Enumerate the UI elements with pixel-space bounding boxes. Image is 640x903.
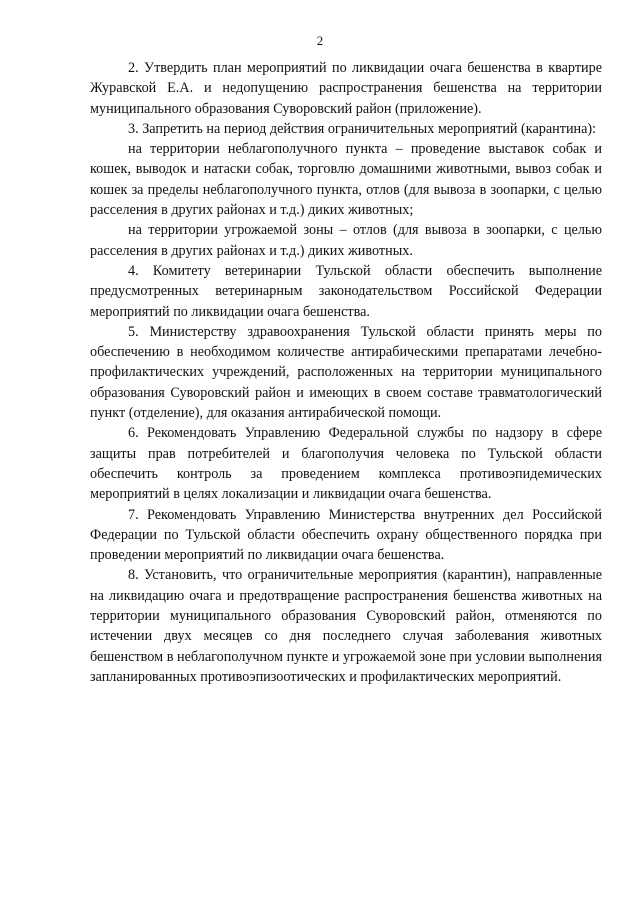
paragraph-8-quarantine-end: 8. Установить, что ограничительные мероприятия (карантин), направленные на ликвидацию очага и предотвращение распространения бешенства животных на территории муниципального образования Суворовский район, отменяются по истечении двух месяцев со дня последнего случая заболевания животных бешенством в неблагополучном пункте и угрожаемой зоне при условии выполнения запланированных противоэпизоотических и профилактических мероприятий. — [90, 567, 602, 685]
paragraph-3-threatened-zone: на территории угрожаемой зоны – отлов (для вывоза в зоопарки, с целью расселения в других районах и т.д.) диких животных. — [90, 222, 602, 259]
paragraph-7-internal-affairs: 7. Рекомендовать Управлению Министерства внутренних дел Российской Федерации по Тульской области обеспечить охрану общественного порядка при проведении мероприятий по ликвидации очага бешенства. — [90, 506, 602, 564]
paragraph-3-prohibit: 3. Запретить на период действия ограничительных мероприятий (карантина): — [128, 120, 597, 137]
paragraph-4-veterinary-committee: 4. Комитету ветеринарии Тульской области обеспечить выполнение предусмотренных ветеринарным законодательством Российской Федерации мероприятий по ликвидации очага бешенства. — [90, 262, 602, 320]
paragraph-6-rospotrebnadzor: 6. Рекомендовать Управлению Федеральной службы по надзору в сфере защиты прав потребителей и благополучия человека по Тульской области обеспечить контроль за проведением комплекса противоэпидемических мероприятий в целях локализации и ликвидации очага бешенства. — [90, 425, 602, 503]
paragraph-3-unfavorable-point: на территории неблагополучного пункта – проведение выставок собак и кошек, выводок и натаски собак, торговлю домашними животными, вывоз собак и кошек за пределы неблагополучного пункта, отлов (для вывоза в зоопарки, с целью расселения в других районах и т.д.) диких животных; — [90, 141, 602, 219]
page-number: 2 — [316, 33, 324, 48]
paragraph-5-health-ministry: 5. Министерству здравоохранения Тульской области принять меры по обеспечению в необходимом количестве антирабическими препаратами лечебно-профилактических учреждений, расположенных на территории муниципального образования Суворовский район и имеющих в своем составе травматологический пункт (отделение), для оказания антирабической помощи. — [90, 323, 602, 422]
document-body — [90, 58, 602, 687]
paragraph-2-approve-plan: 2. Утвердить план мероприятий по ликвидации очага бешенства в квартире Журавской Е.А. и недопущению распространения бешенства на территории муниципального образования Суворовский район (приложение). — [90, 60, 602, 117]
